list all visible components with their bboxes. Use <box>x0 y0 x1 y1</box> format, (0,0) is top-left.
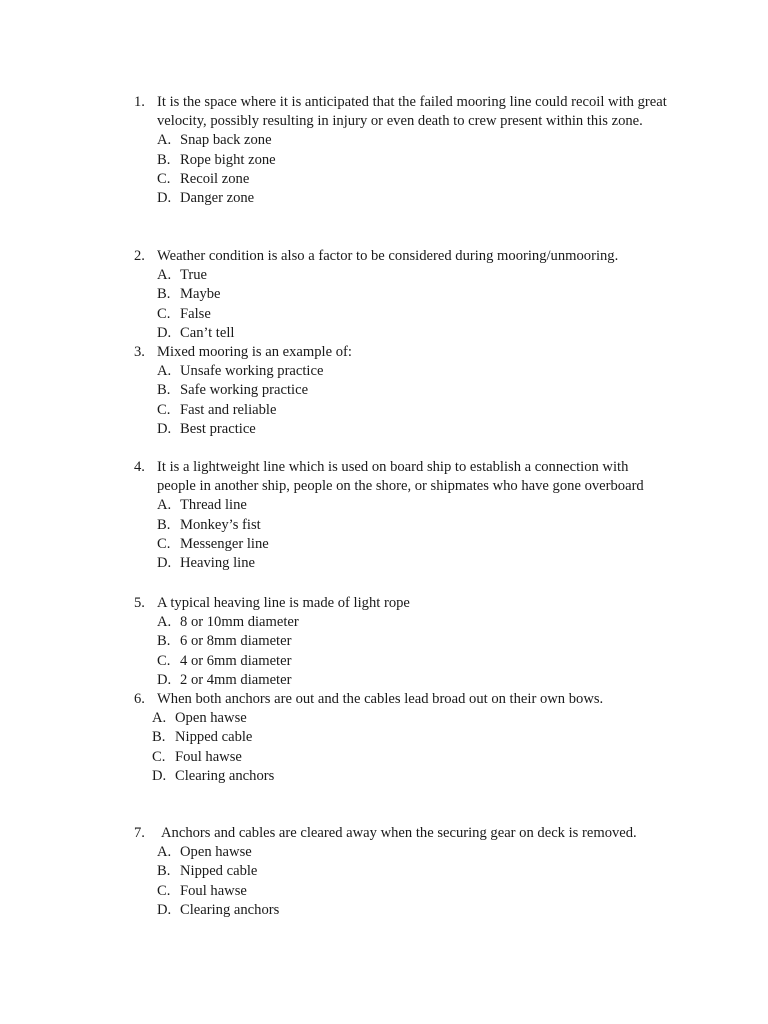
option-a <box>0 496 768 515</box>
option-c <box>0 748 768 767</box>
option-text: Unsafe working practice <box>180 363 324 380</box>
question-3 <box>0 343 768 439</box>
option-d <box>0 767 768 786</box>
option-text: False <box>180 305 211 322</box>
option-b <box>0 381 768 400</box>
option-letter: B. <box>157 516 171 533</box>
option-letter: C. <box>157 535 171 552</box>
option-text: Nipped cable <box>180 863 258 880</box>
option-letter: D. <box>157 901 172 918</box>
question-7 <box>0 824 768 920</box>
question-number: 3. <box>134 344 145 360</box>
option-b <box>0 728 768 747</box>
option-list <box>0 709 768 786</box>
question-stem <box>0 247 717 266</box>
option-letter: B. <box>152 729 166 746</box>
question-stem <box>0 93 667 131</box>
option-c <box>0 535 768 554</box>
option-letter: B. <box>157 633 171 650</box>
option-text: 2 or 4mm diameter <box>180 671 292 688</box>
question-number: 4. <box>134 459 145 475</box>
option-b <box>0 151 768 170</box>
option-text: True <box>180 267 208 284</box>
option-letter: C. <box>157 882 171 899</box>
question-5 <box>0 594 768 690</box>
option-d <box>0 420 768 439</box>
option-letter: C. <box>157 170 171 187</box>
option-c <box>0 170 768 189</box>
option-a <box>0 266 768 285</box>
option-letter: B. <box>157 863 171 880</box>
option-letter: A. <box>152 710 167 727</box>
option-text: Snap back zone <box>180 132 272 149</box>
option-c <box>0 401 768 420</box>
option-d <box>0 324 768 343</box>
option-letter: B. <box>157 286 171 303</box>
option-letter: A. <box>157 363 172 380</box>
question-stem <box>0 594 667 613</box>
option-d <box>0 189 768 208</box>
option-letter: A. <box>157 132 172 149</box>
option-letter: D. <box>157 324 172 341</box>
option-letter: C. <box>157 305 171 322</box>
option-d <box>0 671 768 690</box>
question-number: 1. <box>134 94 145 110</box>
option-letter: D. <box>157 555 172 572</box>
option-d <box>0 901 768 920</box>
option-b <box>0 862 768 881</box>
question-stem <box>0 824 721 843</box>
option-letter: B. <box>157 382 171 399</box>
option-text: Danger zone <box>180 190 255 207</box>
option-a <box>0 709 768 728</box>
option-letter: A. <box>157 497 172 514</box>
option-a <box>0 362 768 381</box>
option-letter: A. <box>157 267 172 284</box>
question-1 <box>0 93 768 208</box>
option-text: Open hawse <box>180 844 252 861</box>
option-d <box>0 554 768 573</box>
option-text: 6 or 8mm diameter <box>180 633 292 650</box>
question-text: Anchors and cables are cleared away when the securing gear on deck is removed. <box>161 825 637 841</box>
question-stem <box>0 458 667 496</box>
option-list <box>0 362 768 439</box>
option-list <box>0 496 768 573</box>
option-text: Foul hawse <box>175 748 242 765</box>
option-text: Can’t tell <box>180 324 235 341</box>
option-c <box>0 652 768 671</box>
option-text: Fast and reliable <box>180 401 277 418</box>
option-text: Thread line <box>180 497 247 514</box>
option-c <box>0 305 768 324</box>
question-text: Mixed mooring is an example of: <box>157 344 352 360</box>
option-text: Clearing anchors <box>180 901 280 918</box>
option-letter: A. <box>157 844 172 861</box>
question-number: 6. <box>134 691 145 707</box>
option-text: Clearing anchors <box>175 767 275 784</box>
question-text: It is the space where it is anticipated that the failed mooring line could recoil with great velocity, possibly resulting in injury or even death to crew present within this zone. <box>157 94 667 130</box>
question-text: It is a lightweight line which is used on board ship to establish a connection with people in another ship, people on the shore, or shipmates who have gone overboard <box>157 459 644 495</box>
question-stem <box>0 690 717 709</box>
option-letter: C. <box>157 652 171 669</box>
option-text: 4 or 6mm diameter <box>180 652 292 669</box>
question-stem <box>0 343 667 362</box>
question-number: 2. <box>134 248 145 264</box>
option-list <box>0 843 768 920</box>
question-4 <box>0 458 768 573</box>
option-letter: B. <box>157 151 171 168</box>
option-list <box>0 613 768 690</box>
option-letter: D. <box>157 420 172 437</box>
option-c <box>0 882 768 901</box>
option-text: Maybe <box>180 286 221 303</box>
option-letter: C. <box>157 401 171 418</box>
question-text: A typical heaving line is made of light rope <box>157 595 410 611</box>
option-text: Best practice <box>180 420 256 437</box>
option-text: Heaving line <box>180 555 255 572</box>
option-letter: D. <box>152 767 167 784</box>
option-text: Open hawse <box>175 710 247 727</box>
option-letter: D. <box>157 671 172 688</box>
question-2 <box>0 247 768 343</box>
option-list <box>0 131 768 208</box>
option-b <box>0 632 768 651</box>
option-b <box>0 285 768 304</box>
option-text: Recoil zone <box>180 170 250 187</box>
option-letter: D. <box>157 190 172 207</box>
option-text: Rope bight zone <box>180 151 276 168</box>
option-a <box>0 843 768 862</box>
option-a <box>0 613 768 632</box>
option-text: Monkey’s fist <box>180 516 261 533</box>
option-b <box>0 516 768 535</box>
option-letter: C. <box>152 748 166 765</box>
option-text: 8 or 10mm diameter <box>180 614 299 631</box>
option-text: Foul hawse <box>180 882 247 899</box>
option-a <box>0 131 768 150</box>
option-text: Messenger line <box>180 535 269 552</box>
option-text: Safe working practice <box>180 382 309 399</box>
question-text: Weather condition is also a factor to be considered during mooring/unmooring. <box>157 248 619 264</box>
question-number: 5. <box>134 595 145 611</box>
option-text: Nipped cable <box>175 729 253 746</box>
question-text: When both anchors are out and the cables lead broad out on their own bows. <box>157 691 604 707</box>
option-list <box>0 266 768 343</box>
question-number: 7. <box>134 825 145 841</box>
option-letter: A. <box>157 614 172 631</box>
question-6 <box>0 690 768 786</box>
